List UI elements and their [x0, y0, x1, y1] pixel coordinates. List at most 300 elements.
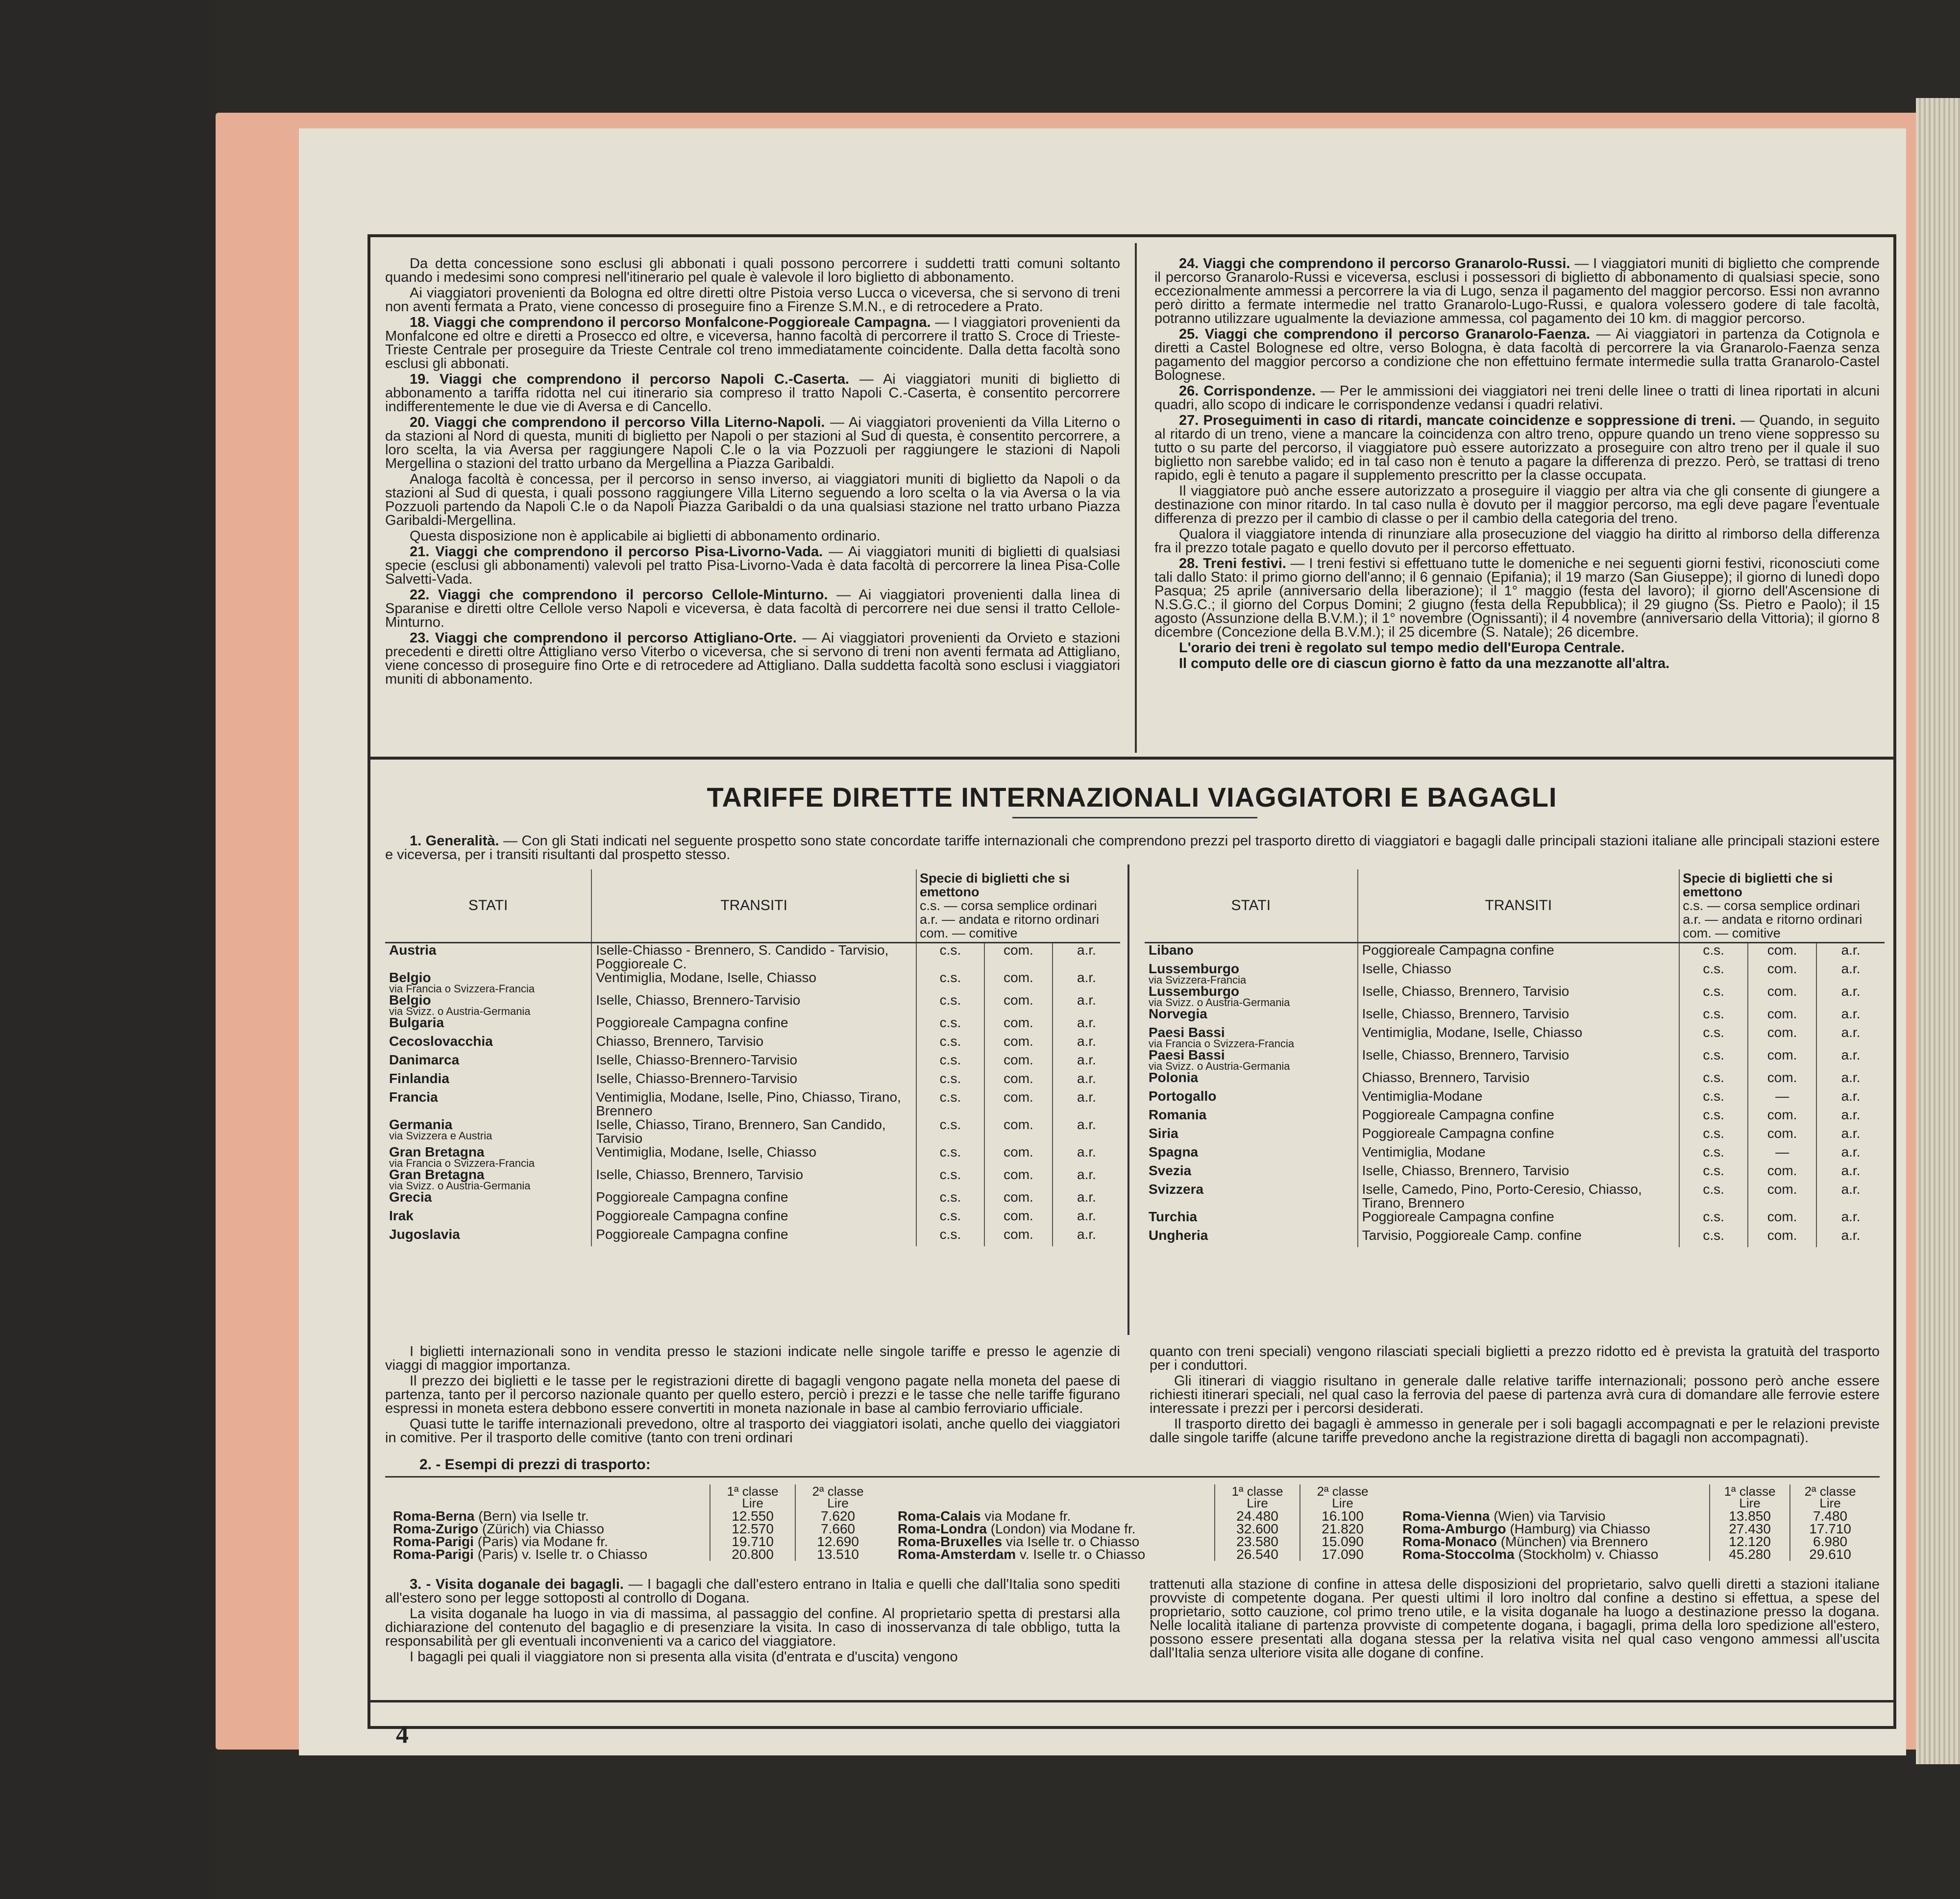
ticket-ar: a.r.	[1077, 1227, 1096, 1242]
header-stati: STATI	[385, 869, 591, 943]
state-name: Libano	[1149, 942, 1194, 958]
header-stati-right: STATI	[1145, 869, 1358, 943]
intro-paragraph-2: Ai viaggiatori provenienti da Bologna ed oltre diretti oltre Pistoia verso Lucca o viceversa, che si servono di treni non aventi fermata a Prato, viene concesso di proseguire fino a Firenze S.M.N., e di retrocedere a Prato.	[385, 285, 1120, 315]
ticket-cs: c.s.	[1679, 1145, 1748, 1164]
transit-cell: Poggioreale Campagna confine	[1358, 1127, 1680, 1145]
table-row	[1145, 962, 1885, 985]
state-route-note: via Francia o Svizzera-Francia	[389, 1157, 535, 1169]
state-route-note: via Francia o Svizzera-Francia	[1149, 1037, 1295, 1050]
table-row	[385, 1053, 1120, 1072]
price-1st: 20.800	[710, 1548, 795, 1561]
state-cell	[1145, 1210, 1358, 1229]
table-row	[385, 1035, 1120, 1053]
ticket-com: com.	[984, 1118, 1053, 1145]
ticket-cs: c.s.	[1679, 1048, 1748, 1071]
state-cell	[385, 1228, 591, 1246]
state-cell	[1145, 1164, 1358, 1183]
route-name: Roma-Berna	[393, 1508, 475, 1524]
ticket-com: com.	[984, 1072, 1053, 1090]
visita-p2: La visita doganale ha luogo in via di massima, al passaggio del confine. Al proprietario spetta di prestarsi alla dichiarazione del contenuto del bagaglio e di presenziare la visita. In caso di inosservanza di tale obbligo, tutta la responsabilità per gli eventuali inconvenienti va a carico del viaggiatore.	[385, 1606, 1120, 1649]
state-cell	[1145, 1183, 1358, 1210]
ticket-cs: c.s.	[916, 1145, 984, 1168]
ticket-com: com.	[984, 1090, 1053, 1118]
section-21: 21. Viaggi che comprendono il percorso Pisa-Livorno-Vada. — Ai viaggiatori muniti di biglietti di qualsiasi specie (esclusi gli abbonamenti) valevoli pel tratto Pisa-Livorno-Vada è data facoltà di percorrere la linea Pisa-Colle Salvetti-Vada.	[385, 544, 1121, 587]
table-row	[385, 1072, 1120, 1090]
state-route-note: via Svizz. o Austria-Germania	[389, 1180, 531, 1192]
state-name: Spagna	[1149, 1144, 1199, 1159]
section-24: 24. Viaggi che comprendono il percorso Granarolo-Russi. — I viaggiatori muniti di biglietto che comprende il percorso Granarolo-Russi e viceversa, esclusi i possessori di biglietto di abbonamento di qualsiasi specie, sono eccezionalmente ammessi a percorrere la via di Lugo, senza il pagamento del maggior percorso. Essi non avranno però diritto a fermate intermedie nel tratto Granarolo-Lugo-Russi, e qualora volessero godere di tale facoltà, potranno utilizzare ugualmente la deviazione ammessa, col pagamento dei 10 km. di maggior percorso.	[1154, 256, 1880, 326]
ticket-com: —	[1748, 1145, 1816, 1164]
table-row	[1145, 1026, 1885, 1048]
state-cell	[385, 1016, 591, 1035]
price-2nd: 7.480	[1790, 1510, 1870, 1523]
header-transiti-right: TRANSITI	[1358, 869, 1680, 943]
ticket-ar: a.r.	[1841, 1163, 1861, 1178]
state-name: Paesi Bassi	[1149, 1047, 1225, 1062]
transit-cell: Ventimiglia, Modane, Iselle, Chiasso	[1358, 1026, 1680, 1048]
visita-doganale-left	[385, 1578, 1120, 1666]
section-20-b: Analoga facoltà è concessa, per il percorso in senso inverso, ai viaggiatori muniti di biglietto da Napoli o da stazioni al Sud di questa, i quali possono raggiungere Villa Literno seguendo a loro scelta o la via Aversa o la via Pozzuoli partendo da Napoli C.le o da Napoli Piazza Garibaldi o da una qualsiasi stazione nel tratto urbano Piazza Garibaldi-Mergellina.	[385, 471, 1120, 528]
state-cell	[1145, 1048, 1358, 1071]
transit-cell: Chiasso, Brennero, Tarvisio	[591, 1035, 916, 1053]
state-name: Siria	[1149, 1126, 1178, 1141]
ticket-com: com.	[984, 1228, 1053, 1246]
state-cell	[385, 1072, 591, 1090]
table-row	[385, 1168, 1120, 1190]
ticket-cs: c.s.	[1679, 1164, 1748, 1183]
transit-cell: Iselle, Chiasso, Brennero, Tarvisio	[1358, 985, 1680, 1007]
state-name: Ungheria	[1149, 1228, 1208, 1243]
state-cell	[1145, 1089, 1358, 1108]
ticket-com: com.	[1748, 1048, 1816, 1071]
state-cell	[385, 1168, 591, 1190]
state-name: Svezia	[1149, 1163, 1192, 1178]
ticket-ar: a.r.	[1077, 1052, 1096, 1067]
ticket-ar: a.r.	[1841, 1228, 1861, 1243]
price-1st: 24.480	[1215, 1510, 1300, 1523]
state-name: Danimarca	[389, 1052, 460, 1067]
route-name: Roma-Parigi	[393, 1547, 474, 1562]
state-route-note: via Francia o Svizzera-Francia	[389, 983, 535, 995]
price-1st: 12.570	[710, 1523, 795, 1535]
price-2nd: 17.710	[1790, 1523, 1870, 1535]
price-1st: 13.850	[1710, 1510, 1790, 1523]
state-route-note: via Svizzera-Francia	[1149, 974, 1247, 986]
state-name: Grecia	[389, 1189, 432, 1205]
state-cell	[1145, 1108, 1358, 1127]
state-cell	[385, 1209, 591, 1228]
ticket-ar: a.r.	[1077, 942, 1096, 958]
notes-left-p1: I biglietti internazionali sono in vendita presso le stazioni indicate nelle singole tariffe e presso le agenzie di viaggi di maggior importanza.	[385, 1344, 1120, 1373]
table-row	[1145, 985, 1885, 1007]
route-name: Roma-Londra	[898, 1521, 987, 1536]
table-row	[1145, 1108, 1885, 1127]
transit-cell: Poggioreale Campagna confine	[591, 1016, 916, 1035]
computo-note: Il computo delle ore di ciascun giorno è fatto da una mezzanotte all'altra.	[1179, 656, 1670, 671]
route-name: Roma-Zurigo	[393, 1521, 479, 1536]
table-row	[1145, 1071, 1885, 1089]
ticket-cs: c.s.	[1679, 1071, 1748, 1089]
table-row	[385, 1118, 1120, 1145]
section-27-b: Il viaggiatore può anche essere autorizzato a proseguire il viaggio per altra via che gli consente di giungere a destinazione con minor ritardo. In tal caso nulla è dovuto per il maggior percorso, ma egli deve pagare l'eventuale differenza di prezzo per il cambio di classe o per il cambio della categoria del treno.	[1154, 483, 1880, 526]
ticket-com: com.	[1748, 943, 1816, 962]
state-route-note: via Svizz. o Austria-Germania	[1149, 1060, 1290, 1072]
ticket-cs: c.s.	[1679, 962, 1748, 985]
transit-cell: Iselle, Chiasso, Brennero, Tarvisio	[1358, 1164, 1680, 1183]
ticket-cs: c.s.	[916, 1190, 984, 1209]
ticket-cs: c.s.	[916, 971, 984, 993]
ticket-cs: c.s.	[916, 1168, 984, 1190]
price-examples-1: 1ª classe Lire 2ª classe Lire Roma-Berna (Bern) via Iselle tr. 12.550 7.620 Roma-Zurigo (Zürich) via Chiasso 12.570 7.660 Roma-Parigi (Paris) via Modane fr. 19.710 12.690 Roma-Parigi (Paris) v. Iselle tr. o Chiasso 20.800 13.510	[390, 1484, 880, 1561]
ticket-com: com.	[984, 1145, 1053, 1168]
transit-cell: Iselle-Chiasso - Brennero, S. Candido - Tarvisio, Poggioreale C.	[591, 943, 916, 971]
ticket-cs: c.s.	[1679, 1210, 1748, 1229]
notes-left	[385, 1345, 1120, 1447]
table-row	[385, 943, 1120, 971]
ticket-cs: c.s.	[916, 1209, 984, 1228]
ticket-ar: a.r.	[1841, 1209, 1861, 1224]
price-1st: 19.710	[710, 1535, 795, 1548]
price-2nd: 21.820	[1300, 1523, 1385, 1535]
table-row	[1145, 943, 1885, 962]
orario-note: L'orario dei treni è regolato sul tempo medio dell'Europa Centrale.	[1179, 640, 1625, 656]
table-row	[385, 1228, 1120, 1246]
state-name: Cecoslovacchia	[389, 1034, 493, 1049]
price-1st: 12.120	[1710, 1535, 1790, 1548]
transit-cell: Ventimiglia, Modane, Iselle, Chiasso	[591, 1145, 916, 1168]
ticket-ar: a.r.	[1077, 1015, 1096, 1030]
route-via: v. Iselle tr. o Chiasso	[1019, 1547, 1146, 1562]
table-row	[1145, 1164, 1885, 1183]
state-name: Finlandia	[389, 1071, 449, 1086]
notes-left-p3: Quasi tutte le tariffe internazionali prevedono, oltre al trasporto dei viaggiatori isolati, anche quello dei viaggiatori in comitive. Per il trasporto delle comitive (tanto con treni ordinari	[385, 1416, 1120, 1446]
intro-paragraph: Da detta concessione sono esclusi gli abbonati i quali possono percorrere i suddetti tratti comuni soltanto quando i medesimi sono compresi nell'itinerario pel quale è valevole il loro biglietto di abbonamento.	[385, 256, 1120, 285]
section-25: 25. Viaggi che comprendono il percorso Granarolo-Faenza. — Ai viaggiatori in partenza da Cotignola e diretti a Castel Bolognese ed oltre, verso Bologna, è data facoltà di percorrere la via Granarolo-Faenza senza pagamento del maggior percorso a condizione che non effettuino fermate intermedie sulla tratta Granarolo-Castel Bolognese.	[1154, 326, 1880, 383]
route-via: (Paris) via Modane fr.	[477, 1534, 608, 1549]
route-name: Roma-Bruxelles	[898, 1534, 1003, 1549]
ticket-ar: a.r.	[1841, 1070, 1861, 1085]
notes-right-p3: Il trasporto diretto dei bagagli è ammesso in generale per i soli bagagli accompagnati e per le relazioni previste dalle singole tariffe (alcune tariffe prevedono anche la registrazione diretta di bagagli non accompagnati).	[1150, 1416, 1880, 1446]
state-cell	[1145, 1127, 1358, 1145]
transit-cell: Ventimiglia, Modane	[1358, 1145, 1680, 1164]
table-row	[385, 993, 1120, 1016]
route-via: (München) via Brennero	[1500, 1534, 1648, 1549]
ticket-cs: c.s.	[916, 1228, 984, 1246]
ticket-ar: a.r.	[1077, 1034, 1096, 1049]
table-row	[1145, 1145, 1885, 1164]
price-1st: 45.280	[1710, 1548, 1790, 1561]
ticket-cs: c.s.	[1679, 1229, 1748, 1247]
ticket-cs: c.s.	[1679, 943, 1748, 962]
state-cell	[385, 1035, 591, 1053]
state-name: Paesi Bassi	[1149, 1025, 1225, 1040]
section-27-c: Qualora il viaggiatore intenda di rinunziare alla prosecuzione del viaggio ha diritto al rimborso della differenza fra il prezzo totale pagato e quello dovuto per il percorso effettuato.	[1154, 526, 1880, 556]
bottom-rule	[370, 1700, 1893, 1702]
ticket-com: com.	[984, 1016, 1053, 1035]
table-row	[385, 1190, 1120, 1209]
section-separator	[370, 757, 1893, 760]
header-transiti: TRANSITI	[591, 869, 916, 943]
state-cell	[1145, 1145, 1358, 1164]
ticket-ar: a.r.	[1841, 984, 1861, 999]
states-rows-right	[1145, 943, 1885, 1248]
table-row	[385, 971, 1120, 993]
table-row	[1145, 1048, 1885, 1071]
visita-p3: I bagagli pei quali il viaggiatore non si presenta alla visita (d'entrata e d'uscita) vengono	[410, 1649, 958, 1665]
state-cell	[385, 1053, 591, 1072]
ticket-com: com.	[1748, 1164, 1816, 1183]
international-title: TARIFFE DIRETTE INTERNAZIONALI VIAGGIATORI E BAGAGLI	[707, 782, 1557, 813]
transit-cell: Iselle, Chiasso-Brennero-Tarvisio	[591, 1072, 916, 1090]
ticket-ar: a.r.	[1077, 1117, 1096, 1132]
state-name: Gran Bretagna	[389, 1167, 485, 1182]
ticket-ar: a.r.	[1077, 1071, 1096, 1086]
timetable-page-frame	[368, 234, 1896, 1729]
table-row	[1145, 1007, 1885, 1026]
transit-cell: Ventimiglia-Modane	[1358, 1089, 1680, 1108]
ticket-com: com.	[1748, 1229, 1816, 1247]
state-name: Austria	[389, 942, 437, 958]
price-2nd: 17.090	[1300, 1548, 1385, 1561]
price-1st: 32.600	[1215, 1523, 1300, 1535]
transit-cell: Poggioreale Campagna confine	[591, 1228, 916, 1246]
ticket-com: com.	[984, 971, 1053, 993]
background-left	[0, 0, 216, 1899]
ticket-cs: c.s.	[1679, 1026, 1748, 1048]
price-examples-3: 1ª classe Lire 2ª classe Lire Roma-Vienna (Wien) via Tarvisio 13.850 7.480 Roma-Amburgo (Hamburg) via Chiasso 27.430 17.710 Roma-Monaco (München) via Brennero 12.120 6.980 Roma-Stoccolma (Stockholm) v. Chiasso 45.280 29.610	[1399, 1484, 1870, 1561]
ticket-ar: a.r.	[1841, 942, 1861, 958]
state-cell	[385, 1190, 591, 1209]
examples-rule	[385, 1476, 1880, 1478]
route-via: (Wien) via Tarvisio	[1494, 1508, 1606, 1524]
states-table-left	[385, 869, 1120, 1246]
ticket-com: com.	[984, 1209, 1053, 1228]
ticket-com: com.	[984, 1053, 1053, 1072]
ticket-com: com.	[984, 1035, 1053, 1053]
table-row	[1145, 1229, 1885, 1247]
transit-cell: Poggioreale Campagna confine	[1358, 1108, 1680, 1127]
price-2nd: 7.660	[795, 1523, 880, 1535]
page-edges	[1916, 98, 1960, 1764]
price-1st: 26.540	[1215, 1548, 1300, 1561]
ticket-cs: c.s.	[916, 1072, 984, 1090]
transit-cell: Iselle, Chiasso	[1358, 962, 1680, 985]
transit-cell: Chiasso, Brennero, Tarvisio	[1358, 1071, 1680, 1089]
route-name: Roma-Stoccolma	[1402, 1547, 1515, 1562]
table-divider	[1127, 864, 1129, 1335]
state-cell	[1145, 1007, 1358, 1026]
route-name: Roma-Calais	[898, 1508, 981, 1524]
ticket-ar: a.r.	[1077, 1089, 1096, 1105]
notes-right-p1: quanto con treni speciali) vengono rilasciati speciali biglietti a prezzo ridotto ed è prevista la gratuità del trasporto per i conduttori.	[1150, 1344, 1880, 1373]
route-name: Roma-Amsterdam	[898, 1547, 1016, 1562]
price-1st: 12.550	[710, 1510, 795, 1523]
header-specie: Specie di biglietti che si emettono c.s. — corsa semplice ordinari a.r. — andata e ritorno ordinari com. — comitive	[916, 869, 1120, 943]
ticket-com: com.	[1748, 1183, 1816, 1210]
state-name: Germania	[389, 1117, 453, 1132]
ticket-ar: a.r.	[1841, 1126, 1861, 1141]
left-text-column	[385, 257, 1120, 688]
table-row	[385, 1145, 1120, 1168]
ticket-ar: a.r.	[1077, 1208, 1096, 1223]
route-via: via Modane fr.	[984, 1508, 1071, 1524]
state-cell	[385, 993, 591, 1016]
state-name: Bulgaria	[389, 1015, 444, 1030]
state-cell	[1145, 962, 1358, 985]
route-via: (Paris) v. Iselle tr. o Chiasso	[477, 1547, 648, 1562]
state-name: Jugoslavia	[389, 1227, 460, 1242]
route-via: (Zürich) via Chiasso	[482, 1521, 604, 1536]
state-cell	[385, 943, 591, 971]
ticket-com: com.	[984, 1190, 1053, 1209]
table-row	[385, 1090, 1120, 1118]
ticket-cs: c.s.	[916, 943, 984, 971]
ticket-ar: a.r.	[1077, 1167, 1096, 1182]
ticket-ar: a.r.	[1077, 1144, 1096, 1159]
ticket-ar: a.r.	[1841, 1182, 1861, 1197]
transit-cell: Poggioreale Campagna confine	[1358, 1210, 1680, 1229]
section-23: 23. Viaggi che comprendono il percorso Attigliano-Orte. — Ai viaggiatori provenienti da Orvieto e stazioni precedenti e diretti oltre Attigliano verso Viterbo o viceversa, che si servono di treni non aventi fermata ad Attigliano, viene concesso di proseguire fino Orte e di retrocedere ad Attigliano. Dalla suddetta facoltà sono esclusi i viaggiatori muniti di abbonamento.	[385, 630, 1120, 687]
route-via: via Iselle tr. o Chiasso	[1005, 1534, 1140, 1549]
route-name: Roma-Parigi	[393, 1534, 474, 1549]
section-20-c: Questa disposizione non è applicabile ai biglietti di abbonamento ordinario.	[410, 528, 881, 544]
price-2nd: 13.510	[795, 1548, 880, 1561]
transit-cell: Iselle, Camedo, Pino, Porto-Ceresio, Chiasso, Tirano, Brennero	[1358, 1183, 1680, 1210]
price-2nd: 7.620	[795, 1510, 880, 1523]
state-cell	[1145, 1026, 1358, 1048]
state-name: Francia	[389, 1089, 438, 1105]
state-name: Lussemburgo	[1149, 961, 1240, 976]
ticket-com: com.	[1748, 985, 1816, 1007]
state-name: Belgio	[389, 970, 431, 985]
state-cell	[1145, 943, 1358, 962]
ticket-ar: a.r.	[1077, 992, 1096, 1008]
state-name: Portogallo	[1149, 1088, 1217, 1104]
ticket-com: com.	[1748, 1210, 1816, 1229]
ticket-cs: c.s.	[916, 1016, 984, 1035]
price-2nd: 6.980	[1790, 1535, 1870, 1548]
title-ornament	[1012, 817, 1257, 818]
ticket-cs: c.s.	[1679, 1127, 1748, 1145]
example-row	[1399, 1548, 1870, 1561]
transit-cell: Iselle, Chiasso, Brennero, Tarvisio	[1358, 1007, 1680, 1026]
transit-cell: Tarvisio, Poggioreale Camp. confine	[1358, 1229, 1680, 1247]
price-2nd: 16.100	[1300, 1510, 1385, 1523]
ticket-com: com.	[984, 993, 1053, 1016]
transit-cell: Poggioreale Campagna confine	[591, 1190, 916, 1209]
example-row	[390, 1548, 880, 1561]
state-name: Gran Bretagna	[389, 1144, 485, 1159]
visita-p1: 3. - Visita doganale dei bagagli. — I bagagli che dall'estero entrano in Italia e quelli che dall'Italia sono spediti all'estero sono per legge sottoposti al controllo di Dogana.	[385, 1577, 1121, 1606]
route-via: (London) via Modane fr.	[990, 1521, 1136, 1536]
transit-cell: Poggioreale Campagna confine	[591, 1209, 916, 1228]
price-1st: 23.580	[1215, 1535, 1300, 1548]
transit-cell: Iselle, Chiasso-Brennero-Tarvisio	[591, 1053, 916, 1072]
right-text-column	[1154, 257, 1880, 672]
ticket-ar: a.r.	[1841, 1006, 1861, 1021]
section-18: 18. Viaggi che comprendono il percorso Monfalcone-Poggioreale Campagna. — I viaggiatori provenienti da Monfalcone ed oltre e diretti a Prosecco ed oltre, e viceversa, hanno facoltà di percorrere il tratto S. Croce di Trieste-Trieste Centrale per proseguire da Trieste Centrale col treno immediatamente coincidente. Dalla detta facoltà sono esclusi gli abbonati.	[385, 315, 1120, 371]
state-route-note: via Svizz. o Austria-Germania	[389, 1005, 531, 1017]
state-name: Svizzera	[1149, 1182, 1204, 1197]
state-cell	[1145, 1071, 1358, 1089]
ticket-cs: c.s.	[916, 993, 984, 1016]
generalita-paragraph: 1. Generalità. — Con gli Stati indicati nel seguente prospetto sono state concordate tariffe internazionali che comprendono prezzi pel trasporto diretto di viaggiatori e bagagli dalle principali stazioni italiane alle principali stazioni estere e viceversa, per i transiti risultanti dal prospetto stesso.	[385, 833, 1880, 863]
ticket-com: com.	[1748, 1108, 1816, 1127]
table-row	[385, 1209, 1120, 1228]
ticket-com: com.	[1748, 1127, 1816, 1145]
ticket-com: com.	[1748, 1026, 1816, 1048]
ticket-cs: c.s.	[916, 1035, 984, 1053]
ticket-ar: a.r.	[1077, 970, 1096, 985]
example-row	[895, 1548, 1385, 1561]
table-row	[385, 1016, 1120, 1035]
ticket-cs: c.s.	[1679, 1089, 1748, 1108]
state-cell	[1145, 1229, 1358, 1247]
visita-doganale-right	[1150, 1578, 1880, 1662]
price-2nd: 29.610	[1790, 1548, 1870, 1561]
table-row	[1145, 1183, 1885, 1210]
ticket-ar: a.r.	[1841, 1025, 1861, 1040]
ticket-com: com.	[984, 943, 1053, 971]
example-route	[390, 1548, 710, 1561]
ticket-com: com.	[1748, 1071, 1816, 1089]
route-via: (Bern) via Iselle tr.	[478, 1508, 589, 1524]
ticket-cs: c.s.	[916, 1118, 984, 1145]
price-examples-2: 1ª classe Lire 2ª classe Lire Roma-Calais via Modane fr. 24.480 16.100 Roma-Londra (London) via Modane fr. 32.600 21.820 Roma-Bruxelles via Iselle tr. o Chiasso 23.580 15.090 Roma-Amsterdam v. Iselle tr. o Chiasso 26.540 17.090	[895, 1484, 1385, 1561]
price-2nd: 15.090	[1300, 1535, 1385, 1548]
price-1st: 27.430	[1710, 1523, 1790, 1535]
state-name: Belgio	[389, 992, 431, 1008]
transit-cell: Iselle, Chiasso, Brennero, Tarvisio	[1358, 1048, 1680, 1071]
price-2nd: 12.690	[795, 1535, 880, 1548]
transit-cell: Ventimiglia, Modane, Iselle, Chiasso	[591, 971, 916, 993]
route-via: (Stockholm) v. Chiasso	[1518, 1547, 1659, 1562]
table-row	[1145, 1127, 1885, 1145]
route-name: Roma-Amburgo	[1402, 1521, 1506, 1536]
states-table-right	[1145, 869, 1885, 1247]
state-name: Norvegia	[1149, 1006, 1207, 1021]
example-route	[1399, 1548, 1710, 1561]
state-cell	[385, 1090, 591, 1118]
table-row	[1145, 1210, 1885, 1229]
ticket-ar: a.r.	[1841, 1107, 1861, 1122]
visita-right-p1: trattenuti alla stazione di confine in attesa delle disposizioni del proprietario, salvo quelli diretti a stazioni italiane provviste di competente dogana. Per questi ultimi il loro inoltro dal confine a destino si effettua, a spese del proprietario, sotto cauzione, col primo treno utile, e la visita doganale ha luogo a destinazione presso la dogana. Nelle località italiane di partenza provviste di competente dogana, i bagagli, prima della loro spedizione all'estero, possono essere presentati alla dogana stessa per la relativa visita nel qual caso vengono ammessi all'uscita dall'Italia senza ulteriore visita alle dogane di confine.	[1150, 1577, 1880, 1661]
ticket-cs: c.s.	[1679, 1108, 1748, 1127]
notes-left-p2: Il prezzo dei biglietti e le tasse per le registrazioni dirette di bagagli vengono pagate nella moneta del paese di partenza, tanto per il percorso nazionale quanto per quello estero, perciò i prezzi e le tasse che nelle tariffe figurano espressi in moneta estera debbono essere convertiti in moneta nazionale in base al cambio ferroviario ufficiale.	[385, 1373, 1120, 1416]
header-specie-right: Specie di biglietti che si emettono c.s. — corsa semplice ordinari a.r. — andata e ritorno ordinari com. — comitive	[1679, 869, 1885, 943]
state-name: Polonia	[1149, 1070, 1199, 1085]
transit-cell: Iselle, Chiasso, Brennero, Tarvisio	[591, 1168, 916, 1190]
examples-title: 2. - Esempi di prezzi di trasporto:	[419, 1456, 651, 1473]
state-cell	[385, 1145, 591, 1168]
section-27: 27. Proseguimenti in caso di ritardi, mancate coincidenze e soppressione di treni. — Quando, in seguito al ritardo di un treno, viene a mancare la coincidenza con altro treno, oppure quando un treno viene soppresso su tutto o su parte del percorso, il viaggiatore può essere autorizzato a proseguire con altro treno per il quale il suo biglietto non sarebbe valido; ed in tal caso non è tenuto a pagare la differenza di prezzo. Però, se trattasi di treno rapido, egli è tenuto a pagare il supplemento prescritto per la classe occupata.	[1154, 413, 1880, 483]
state-name: Turchia	[1149, 1209, 1198, 1224]
ticket-ar: a.r.	[1841, 1047, 1861, 1062]
ticket-ar: a.r.	[1841, 961, 1861, 976]
state-cell	[385, 971, 591, 993]
ticket-cs: c.s.	[916, 1090, 984, 1118]
section-22: 22. Viaggi che comprendono il percorso Cellole-Minturno. — Ai viaggiatori provenienti dalla linea di Sparanise e diretti oltre Cellole verso Napoli e viceversa, è data facoltà di percorrere nei due sensi il tratto Cellole-Minturno.	[385, 587, 1120, 630]
transit-cell: Ventimiglia, Modane, Iselle, Pino, Chiasso, Tirano, Brennero	[591, 1090, 916, 1118]
states-rows-left	[385, 943, 1120, 1247]
route-via: (Hamburg) via Chiasso	[1510, 1521, 1650, 1536]
state-route-note: via Svizz. o Austria-Germania	[1149, 996, 1290, 1009]
ticket-ar: a.r.	[1841, 1144, 1861, 1159]
ticket-com: com.	[984, 1168, 1053, 1190]
state-name: Romania	[1149, 1107, 1207, 1122]
column-divider	[1135, 243, 1137, 753]
notes-right	[1150, 1345, 1880, 1447]
